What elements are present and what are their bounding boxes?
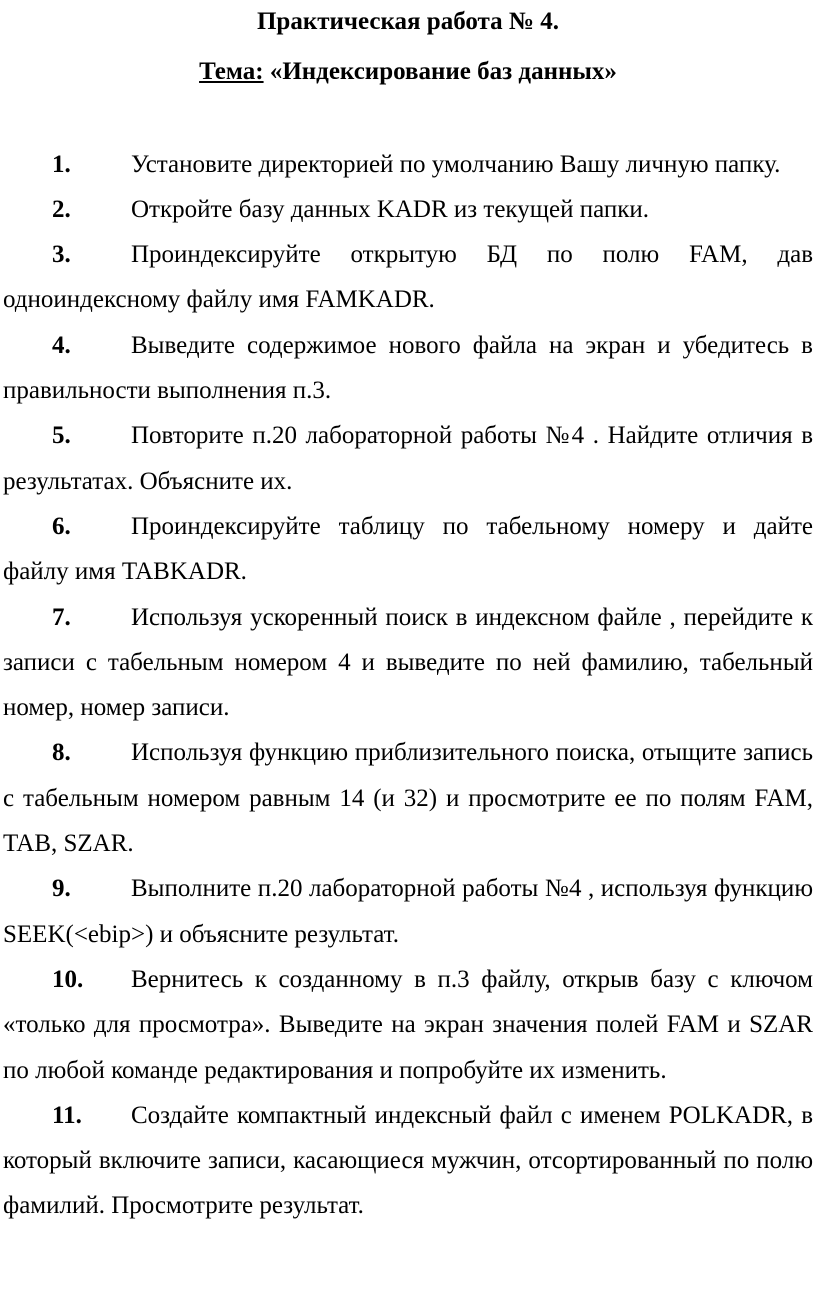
task-text: Повторите п.20 лабораторной работы №4 . Найдите отличия в результатах. Объясните их. [3,422,813,495]
task-text: Откройте базу данных KADR из текущей папки. [131,195,649,223]
task-text: Выполните п.20 лабораторной работы №4 , используя функцию SEEK(<ebip>) и объясните результат. [3,875,813,948]
task-item [3,232,813,323]
task-text: Проиндексируйте таблицу по табельному номеру и дайте файлу имя TABKADR. [3,512,813,586]
task-text: Используя ускоренный поиск в индексном файле , перейдите к записи с табельным номером 4 и выведите по ней фамилию, табельный номер, номер записи. [3,603,813,722]
task-item [3,595,813,731]
task-text: Создайте компактный индексный файл с именем POLKADR, в который включите записи, касающиеся мужчин, отсортированный по полю фамилий. Просмотрите результат. [3,1101,813,1220]
task-number: 10. [52,965,84,993]
task-list [3,142,813,1229]
task-text: Используя функцию приблизительного поиска, отыщите запись с табельным номером равным 14 (и 32) и просмотрите ее по полям FAM, TAB, SZAR. [3,739,813,858]
topic-heading [3,49,813,94]
task-number: 7. [52,603,71,631]
task-number: 8. [52,739,71,767]
task-number: 4. [52,331,71,359]
task-item [3,1093,813,1229]
task-item [3,142,813,187]
task-text: Проиндексируйте открытую БД по полю FAM, дав одноиндексному файлу имя FAMKADR. [3,241,813,314]
task-text: Установите директорией по умолчанию Вашу личную папку. [131,150,781,178]
task-item [3,730,813,866]
task-number: 11. [52,1101,82,1129]
task-number: 9. [52,875,71,903]
task-number: 5. [52,422,71,450]
task-item [3,187,813,232]
topic-value: «Индексирование баз данных» [263,58,617,86]
task-text: Вернитесь к созданному в п.3 файлу, открыв базу с ключом «только для просмотра». Выведите на экран значения полей FAM и SZAR по любой команде редактирования и попробуйте их изменить. [3,965,813,1084]
task-item [3,957,813,1093]
task-number: 1. [52,150,71,178]
task-item [3,866,813,957]
task-number: 2. [52,195,71,223]
task-item [3,504,813,595]
task-item [3,323,813,414]
topic-label: Тема: [199,58,264,86]
task-text: Выведите содержимое нового файла на экран и убедитесь в правильности выполнения п.3. [3,331,813,405]
task-number: 6. [52,512,71,540]
task-item [3,413,813,504]
task-number: 3. [52,241,71,269]
page-title: Практическая работа № 4. [256,8,560,35]
